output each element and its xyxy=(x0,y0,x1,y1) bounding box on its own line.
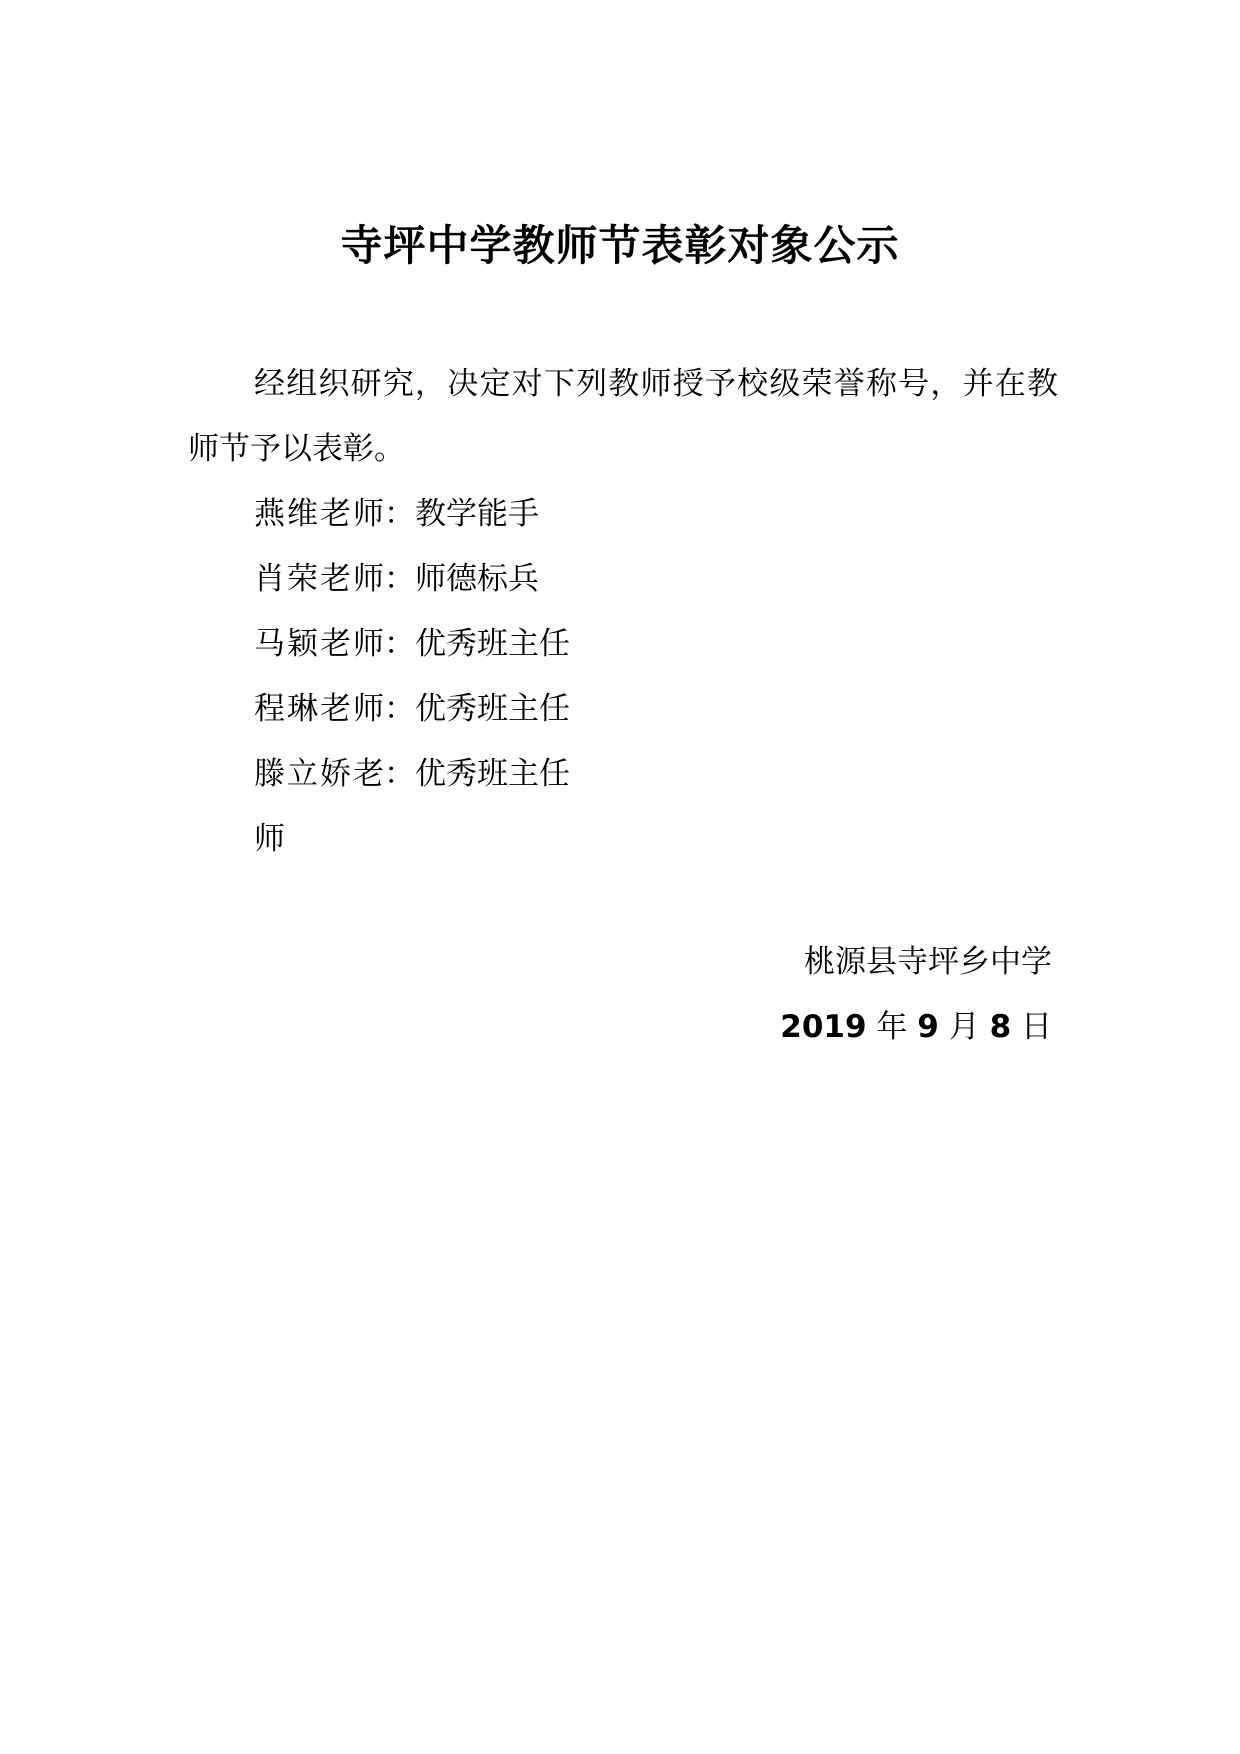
colon-separator: ： xyxy=(384,496,415,532)
teacher-name: 滕立娇老师 xyxy=(254,756,384,857)
date-month-unit: 月 xyxy=(948,1009,980,1045)
signature-block xyxy=(780,930,1052,1060)
colon-separator: ： xyxy=(384,626,415,662)
teacher-name: 肖荣老师 xyxy=(254,561,384,597)
award-item xyxy=(188,482,1058,547)
issue-date xyxy=(780,995,1052,1060)
honor-title: 教学能手 xyxy=(415,496,539,532)
honor-title: 师德标兵 xyxy=(415,561,539,597)
date-year: 2019 xyxy=(780,1009,867,1045)
honor-title: 优秀班主任 xyxy=(415,756,570,792)
honor-title: 优秀班主任 xyxy=(415,626,570,662)
award-item xyxy=(188,742,1058,857)
colon-separator: ： xyxy=(384,561,415,597)
document-body xyxy=(188,352,1058,857)
award-item xyxy=(188,547,1058,612)
issuing-organization: 桃源县寺坪乡中学 xyxy=(804,944,1052,980)
teacher-name: 程琳老师 xyxy=(254,691,384,727)
date-day-unit: 日 xyxy=(1021,1009,1052,1045)
teacher-name: 马颖老师 xyxy=(254,626,384,662)
honor-title: 优秀班主任 xyxy=(415,691,570,727)
date-day: 8 xyxy=(989,1009,1012,1045)
date-month: 9 xyxy=(917,1009,939,1045)
intro-paragraph: 经组织研究，决定对下列教师授予校级荣誉称号，并在教师节予以表彰。 xyxy=(188,366,1058,467)
document-title: 寺坪中学教师节表彰对象公示 xyxy=(340,221,900,270)
date-year-unit: 年 xyxy=(876,1009,908,1045)
award-item xyxy=(188,612,1058,677)
award-list xyxy=(188,482,1058,857)
teacher-name: 燕维老师 xyxy=(254,496,384,532)
colon-separator: ： xyxy=(384,691,415,727)
colon-separator: ： xyxy=(384,756,415,792)
award-item xyxy=(188,677,1058,742)
